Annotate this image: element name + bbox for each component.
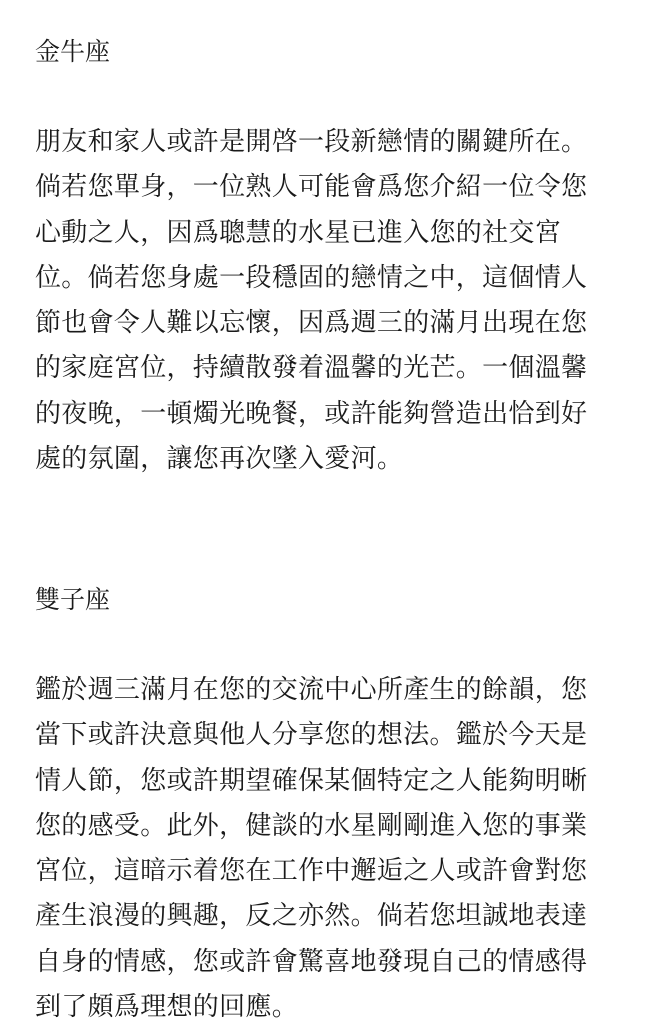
- section-body: [35, 668, 635, 1030]
- text-line: 宮位，這暗示着您在工作中邂逅之人或許會對您: [35, 856, 588, 887]
- section-heading: 金牛座: [35, 37, 111, 66]
- text-line: 情人節，您或許期望確保某個特定之人能夠明晰: [35, 765, 588, 796]
- text-line: 到了頗爲理想的回應。: [35, 992, 299, 1023]
- text-line: 位。倘若您身處一段穩固的戀情之中，這個情人: [35, 262, 588, 293]
- text-line: 的家庭宮位，持續散發着溫馨的光芒。一個溫馨: [35, 353, 588, 384]
- text-line: 心動之人，因爲聰慧的水星已進入您的社交宮: [35, 217, 562, 248]
- text-line: 節也會令人難以忘懷，因爲週三的滿月出現在您: [35, 308, 588, 339]
- text-line: 您的感受。此外，健談的水星剛剛進入您的事業: [35, 810, 588, 841]
- text-line: 當下或許決意與他人分享您的想法。鑑於今天是: [35, 720, 588, 751]
- text-line: 產生浪漫的興趣，反之亦然。倘若您坦誠地表達: [35, 901, 588, 932]
- section-taurus: [35, 28, 635, 482]
- text-line: 自身的情感，您或許會驚喜地發現自己的情感得: [35, 946, 588, 977]
- text-line: 的夜晚，一頓燭光晚餐，或許能夠營造出恰到好: [35, 398, 588, 429]
- text-line: 倘若您單身，一位熟人可能會爲您介紹一位令您: [35, 172, 588, 203]
- section-gemini: [35, 576, 635, 1030]
- text-line: 鑑於週三滿月在您的交流中心所產生的餘韻，您: [35, 675, 588, 705]
- text-line: 朋友和家人或許是開啓一段新戀情的關鍵所在。: [35, 127, 588, 157]
- section-body: [35, 120, 635, 482]
- text-line: 處的氛圍，讓您再次墜入愛河。: [35, 444, 404, 475]
- section-heading: 雙子座: [35, 585, 111, 614]
